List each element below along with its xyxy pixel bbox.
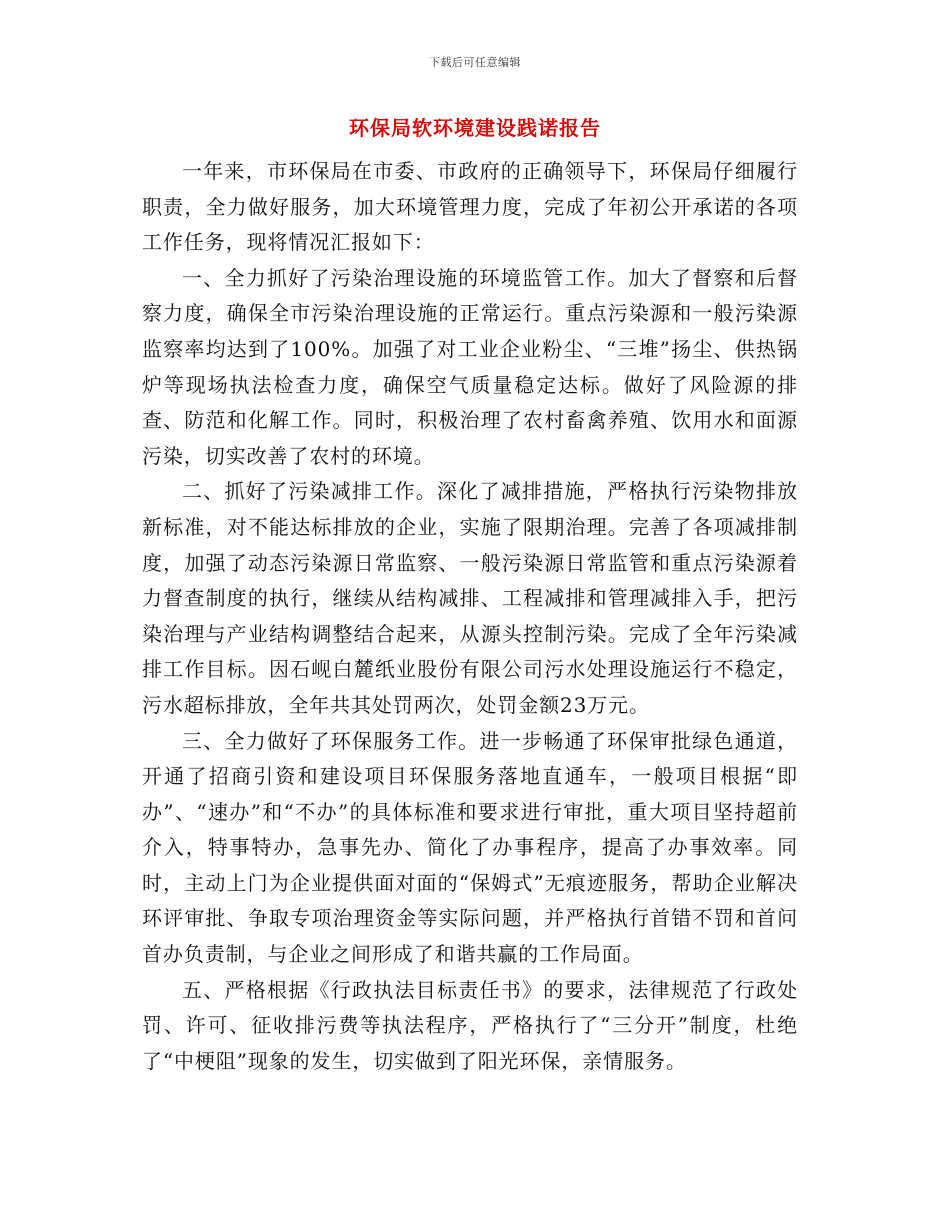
document-body (142, 154, 798, 1079)
paragraph-section-1: 一、全力抓好了污染治理设施的环境监管工作。加大了督察和后督察力度，确保全市污染治理设施的正常运行。重点污染源和一般污染源监察率均达到了100%。加强了对工业企业粉尘、“三堆”扬尘、供热锅炉等现场执法检查力度，确保空气质量稳定达标。做好了风险源的排查、防范和化解工作。同时，积极治理了农村畜禽养殖、饮用水和面源污染，切实改善了农村的环境。 (142, 265, 798, 468)
paragraph-intro: 一年来，市环保局在市委、市政府的正确领导下，环保局仔细履行职责，全力做好服务，加大环境管理力度，完成了年初公开承诺的各项工作任务，现将情况汇报如下： (142, 159, 798, 255)
paragraph-section-3: 三、全力做好了环保服务工作。进一步畅通了环保审批绿色通道，开通了招商引资和建设项目环保服务落地直通车，一般项目根据“即办”、“速办”和“不办”的具体标准和要求进行审批，重大项目坚持超前介入，特事特办，急事先办、简化了办事程序，提高了办事效率。同时，主动上门为企业提供面对面的“保姆式”无痕迹服务，帮助企业解决环评审批、争取专项治理资金等实际问题，并严格执行首错不罚和首问首办负责制，与企业之间形成了和谐共赢的工作局面。 (142, 728, 798, 967)
paragraph-section-5: 五、严格根据《行政执法目标责任书》的要求，法律规范了行政处罚、许可、征收排污费等执法程序，严格执行了“三分开”制度，杜绝了“中梗阻”现象的发生，切实做到了阳光环保，亲情服务。 (142, 977, 798, 1073)
document-title: 环保局软环境建设践诺报告 (349, 116, 601, 140)
header-note: 下载后可任意编辑 (429, 56, 521, 69)
paragraph-section-2: 二、抓好了污染减排工作。深化了减排措施，严格执行污染物排放新标准，对不能达标排放的企业，实施了限期治理。完善了各项减排制度，加强了动态污染源日常监察、一般污染源日常监管和重点污染源着力督查制度的执行，继续从结构减排、工程减排和管理减排入手，把污染治理与产业结构调整结合起来，从源头控制污染。完成了全年污染减排工作目标。因石岘白麓纸业股份有限公司污水处理设施运行不稳定，污水超标排放，全年共其处罚两次，处罚金额23万元。 (142, 479, 798, 717)
